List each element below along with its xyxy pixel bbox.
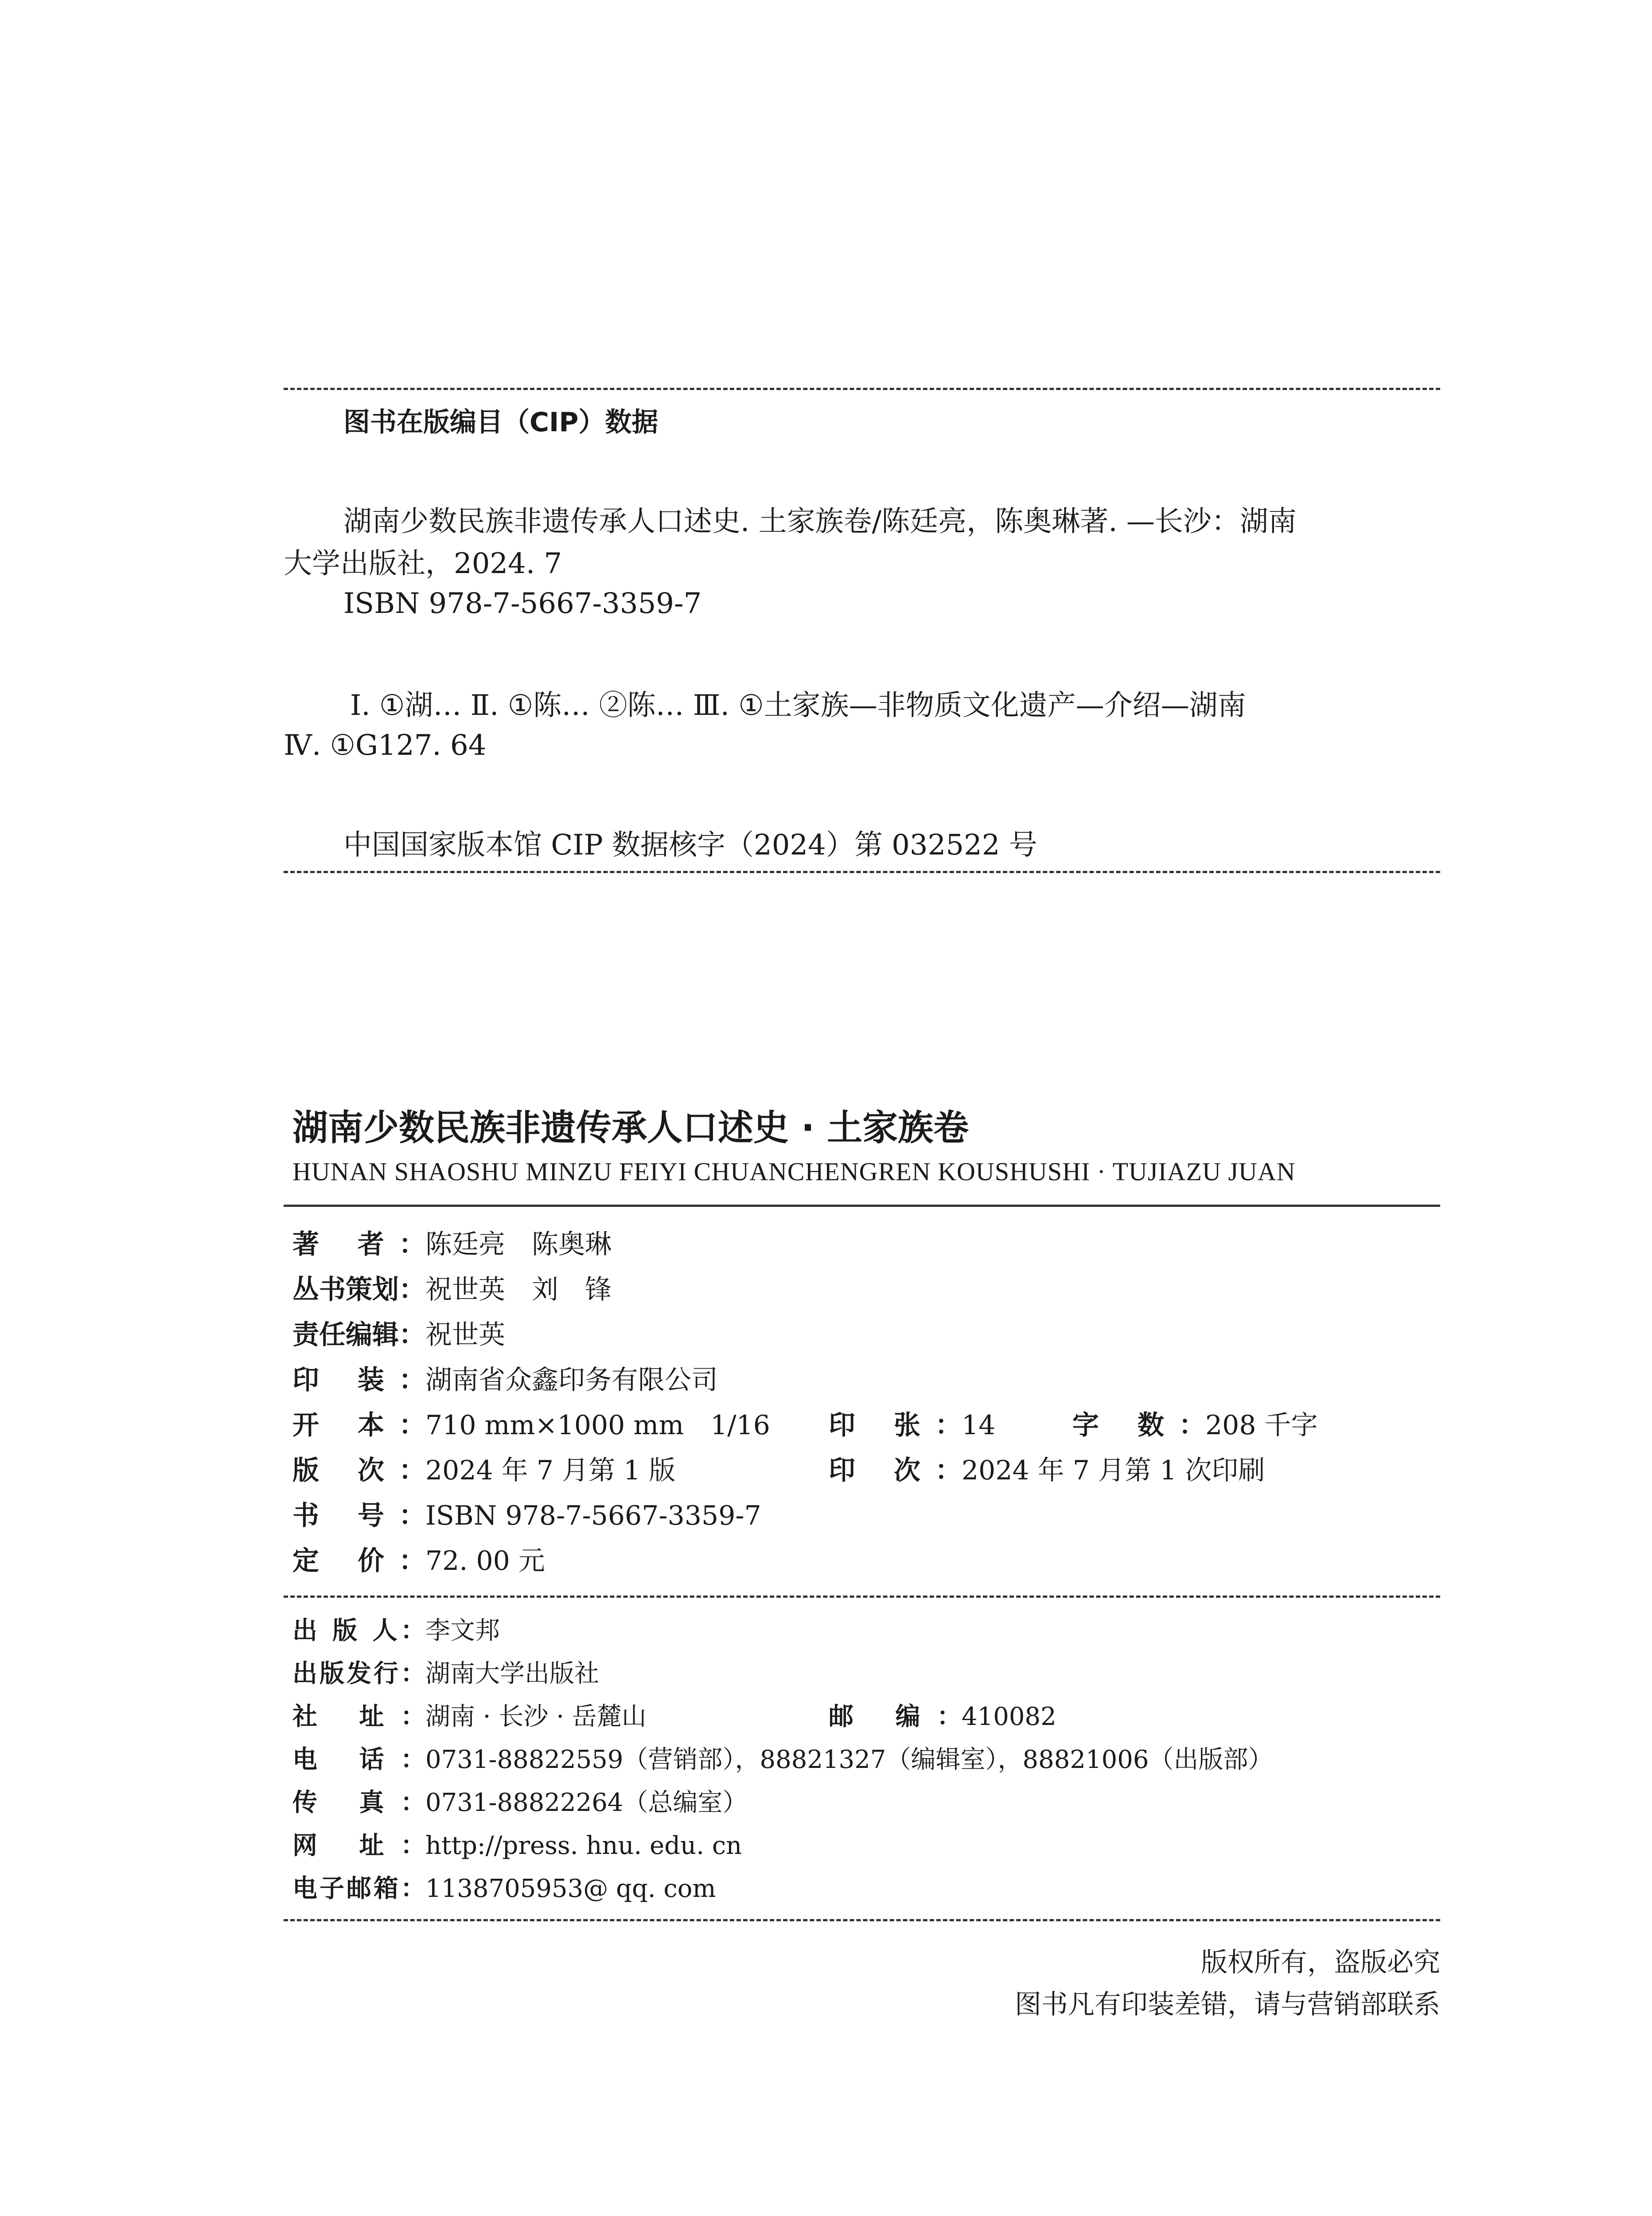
printing-value: 2024 年 7 月第 1 次印刷 — [962, 1455, 1265, 1486]
book-title-pinyin: HUNAN SHAOSHU MINZU FEIYI CHUANCHENGREN KOUSHUSHI · TUJIAZU JUAN — [292, 1157, 1296, 1186]
fax-value: 0731-88822264（总编室） — [425, 1788, 748, 1817]
printing-label: 印 次： — [829, 1455, 962, 1486]
address-row — [292, 1697, 647, 1732]
price-row — [292, 1540, 545, 1578]
title-divider — [284, 1205, 1440, 1207]
editor-row — [292, 1314, 505, 1352]
publisher-row — [292, 1611, 500, 1646]
editor-label: 责任编辑： — [292, 1319, 425, 1350]
series-value: 祝世英 刘 锋 — [425, 1274, 612, 1305]
address-label: 社 址： — [292, 1702, 425, 1731]
phone-row — [292, 1740, 1273, 1775]
isbn-label: 书 号： — [292, 1500, 425, 1531]
distributor-row — [292, 1654, 599, 1689]
format-value: 710 mm×1000 mm 1/16 — [425, 1410, 770, 1441]
price-value: 72. 00 元 — [425, 1545, 545, 1576]
distributor-label: 出版发行： — [292, 1659, 425, 1688]
edition-value: 2024 年 7 月第 1 版 — [425, 1455, 676, 1486]
fax-label: 传 真： — [292, 1788, 425, 1817]
website-value: http://press. hnu. edu. cn — [425, 1831, 742, 1860]
cip-classification-line2: Ⅳ. ①G127. 64 — [284, 729, 487, 762]
cip-description-line1: 湖南少数民族非遗传承人口述史. 土家族卷/陈廷亮，陈奥琳著. —长沙：湖南 — [343, 505, 1297, 538]
series-label: 丛书策划： — [292, 1274, 425, 1305]
postcode-value: 410082 — [962, 1702, 1056, 1731]
phone-label: 电 话： — [292, 1745, 425, 1774]
cip-bottom-divider — [284, 871, 1440, 873]
edition-row — [292, 1449, 675, 1487]
distributor-value: 湖南大学出版社 — [425, 1659, 599, 1688]
website-label: 网 址： — [292, 1831, 425, 1860]
series-row — [292, 1268, 612, 1307]
format-label: 开 本： — [292, 1410, 425, 1441]
email-value: 1138705953@ qq. com — [425, 1874, 716, 1903]
printer-row — [292, 1359, 718, 1397]
words-row — [1072, 1404, 1318, 1442]
printing-row — [829, 1449, 1265, 1487]
sheets-value: 14 — [962, 1410, 996, 1441]
fax-row — [292, 1783, 747, 1818]
address-value: 湖南 · 长沙 · 岳麓山 — [425, 1702, 647, 1731]
postcode-label: 邮 编： — [829, 1702, 962, 1731]
publisher-label: 出 版 人： — [292, 1616, 425, 1645]
author-value: 陈廷亮 陈奥琳 — [425, 1229, 612, 1260]
price-label: 定 价： — [292, 1545, 425, 1576]
isbn-row — [292, 1494, 761, 1533]
cip-description-line2: 大学出版社，2024. 7 — [284, 547, 562, 580]
postcode-row — [829, 1697, 1056, 1732]
book-title: 湖南少数民族非遗传承人口述史 · 土家族卷 — [292, 1107, 969, 1148]
email-row — [292, 1869, 716, 1904]
sheets-label: 印 张： — [829, 1410, 962, 1441]
email-label: 电子邮箱： — [292, 1874, 425, 1903]
publisher-divider — [284, 1919, 1440, 1921]
author-label: 著 者： — [292, 1229, 425, 1260]
misprint-notice: 图书凡有印装差错，请与营销部联系 — [1015, 1989, 1440, 2020]
cip-classification-line1: Ⅰ. ①湖… Ⅱ. ①陈… ②陈… Ⅲ. ①土家族—非物质文化遗产—介绍—湖南 — [350, 689, 1246, 722]
cip-title: 图书在版编目（CIP）数据 — [343, 407, 658, 438]
cip-isbn: ISBN 978-7-5667-3359-7 — [343, 587, 702, 620]
copyright-notice: 版权所有，盗版必究 — [1201, 1947, 1440, 1978]
author-row — [292, 1223, 612, 1261]
words-label: 字 数： — [1072, 1410, 1205, 1441]
phone-value: 0731-88822559（营销部），88821327（编辑室），88821006（出版部） — [425, 1745, 1273, 1774]
printer-value: 湖南省众鑫印务有限公司 — [425, 1365, 718, 1396]
format-row — [292, 1404, 770, 1442]
cip-number: 中国国家版本馆 CIP 数据核字（2024）第 032522 号 — [343, 829, 1037, 862]
words-value: 208 千字 — [1205, 1410, 1318, 1441]
edition-label: 版 次： — [292, 1455, 425, 1486]
isbn-value: ISBN 978-7-5667-3359-7 — [425, 1500, 761, 1531]
editor-value: 祝世英 — [425, 1319, 505, 1350]
cip-top-divider — [284, 388, 1440, 390]
info-divider — [284, 1596, 1440, 1598]
publisher-value: 李文邦 — [425, 1616, 500, 1645]
sheets-row — [829, 1404, 995, 1442]
printer-label: 印 装： — [292, 1365, 425, 1396]
website-row — [292, 1826, 742, 1861]
